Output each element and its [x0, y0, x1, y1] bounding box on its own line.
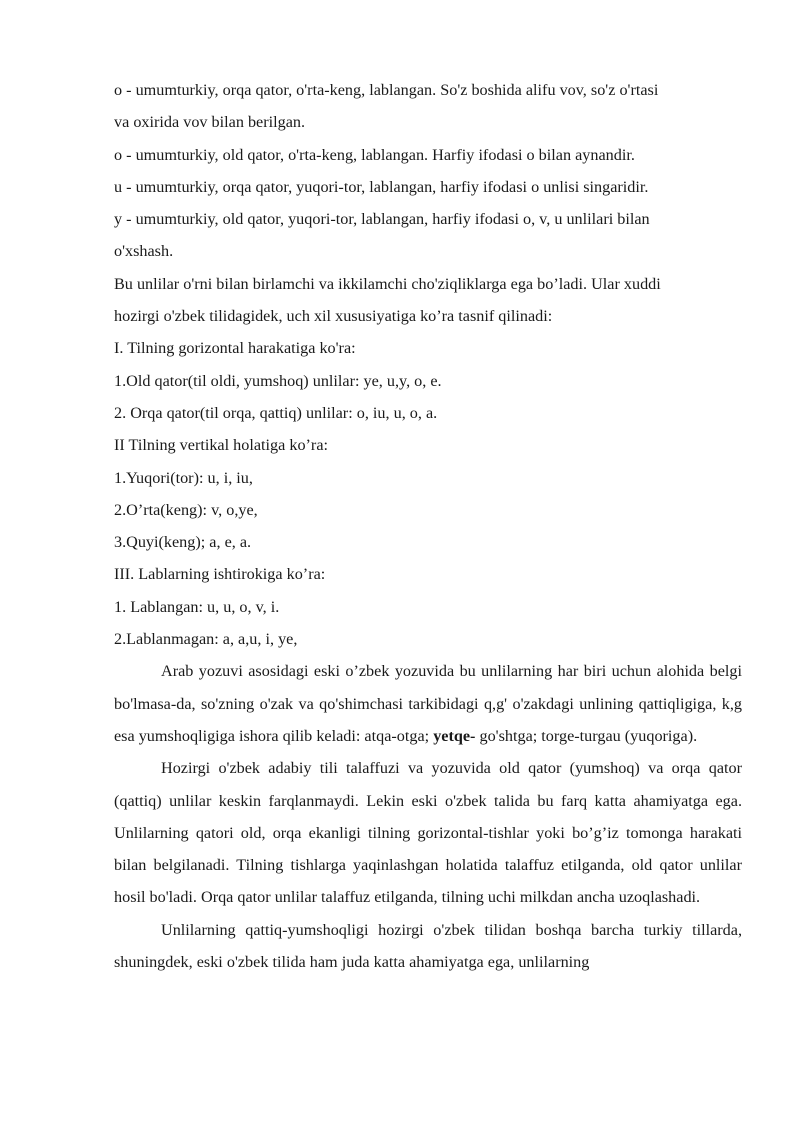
text-line: o'xshash. — [114, 242, 174, 261]
list-item: 1.Yuqori(tor): u, i, iu, — [114, 468, 253, 487]
paragraph-hard-soft-vowels: Unlilarning qattiq-yumshoqligi hozirgi o'zbek tilidan boshqa barcha turkiy tillarda, shuningdek, eski o'zbek tilida ham juda katta ahamiyatga ega, unlilarning — [114, 920, 742, 972]
paragraph-o-back-vowel — [114, 74, 742, 139]
paragraph-y-front-vowel — [114, 203, 742, 268]
section-heading: III. Lablarning ishtirokiga ko’ra: — [114, 565, 326, 584]
bold-example: yetqe- — [433, 726, 476, 745]
text-line: u - umumturkiy, orqa qator, yuqori-tor, lablangan, harfiy ifodasi o unlisi singaridir. — [114, 177, 649, 196]
text-line: o - umumturkiy, old qator, o'rta-keng, lablangan. Harfiy ifodasi o bilan aynandir. — [114, 145, 635, 164]
text-line: y - umumturkiy, old qator, yuqori-tor, lablangan, harfiy ifodasi o, v, u unlilari bilan — [114, 210, 650, 229]
paragraph-text: go'shtga; torge-turgau (yuqoriga). — [479, 726, 698, 745]
section-heading: I. Tilning gorizontal harakatiga ko'ra: — [114, 339, 356, 358]
list-item: 1.Old qator(til oldi, yumshoq) unlilar: ye, u,y, o, e. — [114, 371, 442, 390]
list-item: 2.O’rta(keng): v, o,ye, — [114, 500, 258, 519]
text-line: o - umumturkiy, orqa qator, o'rta-keng, lablangan. So'z boshida alifu vov, so'z o'rtasi — [114, 81, 659, 99]
list-item: 2. Orqa qator(til orqa, qattiq) unlilar: o, iu, u, o, a. — [114, 403, 438, 422]
section-heading: II Tilning vertikal holatiga ko’ra: — [114, 436, 329, 455]
document-page — [114, 74, 742, 978]
text-line: va oxirida vov bilan berilgan. — [114, 113, 306, 132]
paragraph-arab-script — [114, 655, 742, 752]
text-line: hozirgi o'zbek tilidagidek, uch xil xususiyatiga ko’ra tasnif qilinadi: — [114, 307, 553, 326]
list-item: 2.Lablanmagan: a, a,u, i, ye, — [114, 630, 298, 649]
text-line: Bu unlilar o'rni bilan birlamchi va ikkilamchi cho'ziqliklarga ega bo’ladi. Ular xuddi — [114, 274, 661, 293]
list-item: 1. Lablangan: u, u, o, v, i. — [114, 597, 280, 616]
paragraph-text: Arab yozuvi asosidagi eski o’zbek yozuvida bu unlilarning har biri uchun alohida belgi bo'lmasa-da, so'zning o'zak va qo'shimchasi tarkibidagi q,g' o'zakdagi unlining qattiqligiga, k,g esa yumshoqligiga ishora qilib keladi: atqa-otga; — [114, 662, 742, 745]
list-item: 3.Quyi(keng); a, e, a. — [114, 533, 252, 552]
paragraph-front-back-vowels: Hozirgi o'zbek adabiy tili talaffuzi va yozuvida old qator (yumshoq) va orqa qator (qattiq) unlilar keskin farqlanmaydi. Lekin eski o'zbek talida bu farq katta ahamiyatga ega. Unlilarning qatori old, orqa ekanligi tilning gorizontal-tishlar yoki bo’g’iz tomonga harakati bilan belgilanadi. Tilning tishlarga yaqinlashgan holatida talaffuz etilganda, old qator unlilar hosil bo'ladi. Orqa qator unlilar talaffuz etilganda, tilning uchi milkdan ancha uzoqlashadi. — [114, 759, 742, 907]
